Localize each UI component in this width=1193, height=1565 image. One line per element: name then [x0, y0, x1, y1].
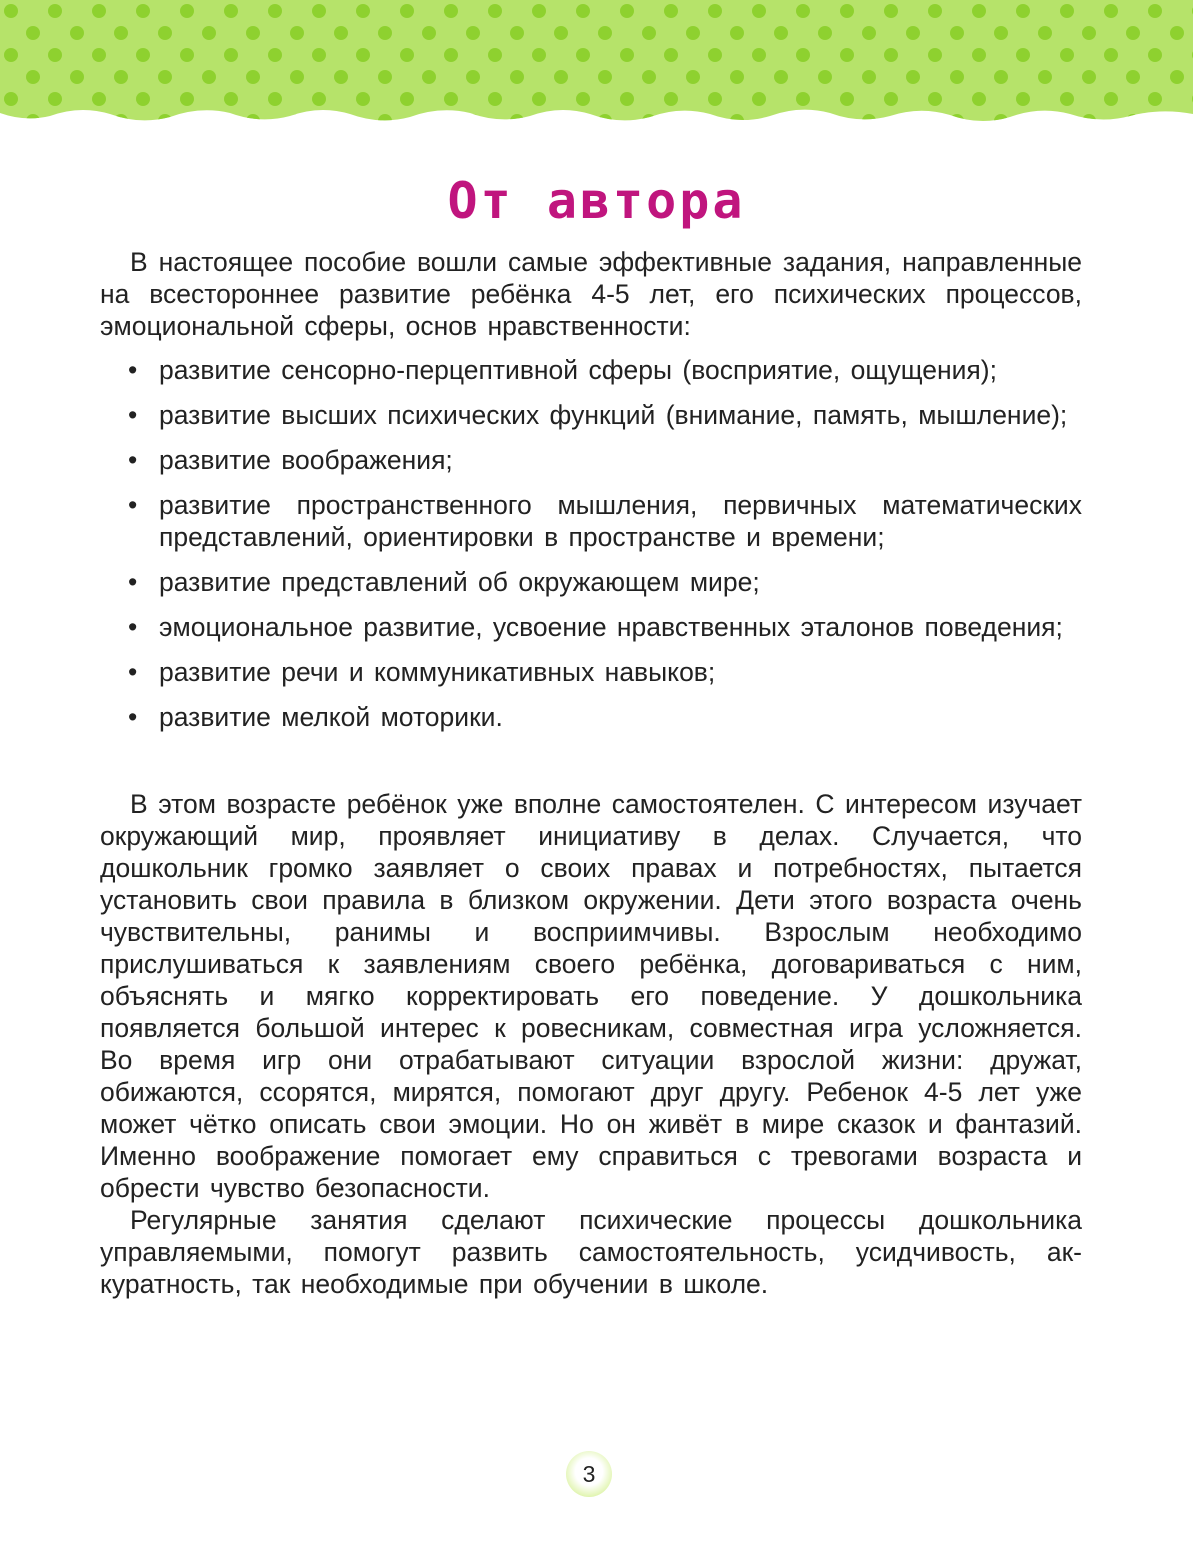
list-item: • развитие сенсорно-перцептивной сферы (восприятие, ощущения); — [100, 354, 1082, 386]
list-item: • эмоциональное развитие, усвоение нравственных эталонов поведения; — [100, 611, 1082, 643]
main-text — [100, 246, 1082, 1300]
age-description-paragraph: В этом возрасте ребёнок уже вполне самостоятелен. С интересом изучает окружающий мир, проявляет инициативу в делах. Случается, что дошкольник громко заявляет о своих правах и потребностях, пытается установить свои правила в близком окружении. Дети этого возраста очень чувствительны, ранимы и восприимчивы. Взрослым необходимо прислушиваться к заявлениям своего ребёнка, договариваться с ним, объяснять и мягко корректировать его поведение. У дошкольника появляется большой интерес к ровесникам, совместная игра усложняется. Во время игр они отрабатывают ситуации взрослой жизни: дружат, обижаются, ссорятся, мирятся, помогают друг другу. Ребенок 4-5 лет уже может чётко описать свои эмоции. Но он живёт в мире сказок и фантазий. Именно воображение помогает ему справиться с тревогами возраста и обрести чувство безопасности. — [100, 789, 1082, 1203]
list-item: • развитие мелкой моторики. — [100, 701, 1082, 733]
page-number: 3 — [566, 1451, 612, 1497]
development-areas-list — [100, 354, 1082, 733]
list-item: • развитие пространственного мышления, первичных математических представлений, ориентировки в пространстве и времени; — [100, 489, 1082, 553]
page-title: От автора — [447, 172, 746, 230]
list-item: • развитие представлений об окружающем мире; — [100, 566, 1082, 598]
conclusion-paragraph: Регулярные занятия сделают психические процессы дошкольника управляемыми, помогут развить самостоятельность, усидчивость, аккуратность, так необходимые при обучении в школе. — [100, 1205, 1082, 1299]
list-item: • развитие высших психических функций (внимание, память, мышление); — [100, 399, 1082, 431]
list-item: • развитие речи и коммуникативных навыков; — [100, 656, 1082, 688]
intro-paragraph: В настоящее пособие вошли самые эффективные задания, направленные на всестороннее развитие ребёнка 4-5 лет, его психических процессов, эмоциональной сферы, основ нравственности: — [100, 247, 1082, 341]
polka-dot-banner — [0, 0, 1193, 140]
list-item: • развитие воображения; — [100, 444, 1082, 476]
